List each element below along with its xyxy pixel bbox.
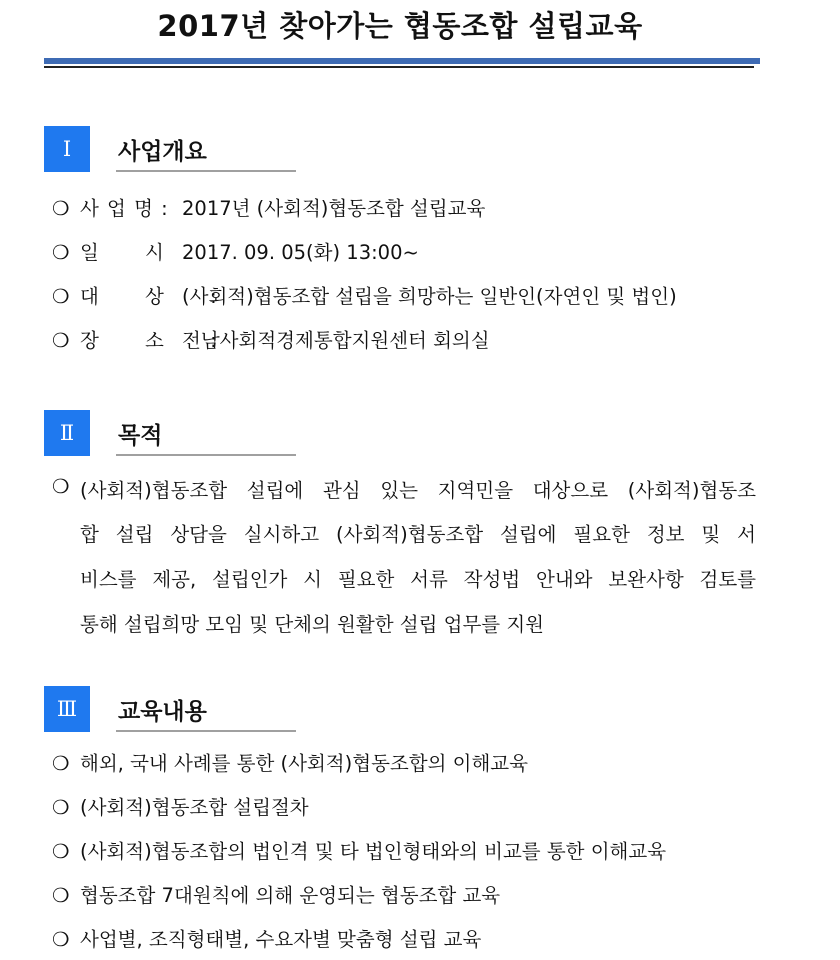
curriculum-item bbox=[52, 748, 528, 776]
circle-bullet-icon: ❍ bbox=[52, 928, 70, 951]
item-value: 전남사회적경제통합지원센터 회의실 bbox=[182, 329, 490, 352]
document-title: 2017년 찾아가는 협동조합 설립교육 bbox=[157, 9, 643, 43]
circle-bullet-icon: ❍ bbox=[52, 197, 70, 220]
section-underline bbox=[116, 730, 296, 732]
section-underline bbox=[116, 170, 296, 172]
circle-bullet-icon: ❍ bbox=[52, 796, 70, 819]
circle-bullet-icon: ❍ bbox=[52, 884, 70, 907]
overview-item-name bbox=[52, 193, 485, 221]
title-rule-blue bbox=[44, 58, 760, 64]
section-numeral-box: Ⅱ bbox=[44, 410, 90, 456]
curriculum-item bbox=[52, 924, 481, 952]
overview-item-place bbox=[52, 325, 490, 353]
circle-bullet-icon: ❍ bbox=[52, 241, 70, 264]
paragraph-line: 통해 설립희망 모임 및 단체의 원활한 설립 업무를 지원 bbox=[80, 613, 545, 636]
section-numeral-box: Ⅰ bbox=[44, 126, 90, 172]
item-value: (사회적)협동조합 설립을 희망하는 일반인(자연인 및 법인) bbox=[182, 285, 677, 308]
item-label: 장 소 : bbox=[80, 329, 217, 352]
curriculum-item bbox=[52, 792, 309, 820]
item-text: 해외, 국내 사례를 통한 (사회적)협동조합의 이해교육 bbox=[80, 752, 528, 775]
section-title: 사업개요 bbox=[118, 139, 207, 165]
item-text: (사회적)협동조합 설립절차 bbox=[80, 796, 309, 819]
item-value: 2017. 09. 05(화) 13:00~ bbox=[182, 241, 419, 264]
curriculum-item bbox=[52, 836, 666, 864]
section-underline bbox=[116, 454, 296, 456]
circle-bullet-icon: ❍ bbox=[52, 840, 70, 863]
overview-item-target bbox=[52, 281, 677, 309]
item-text: 협동조합 7대원칙에 의해 운영되는 협동조합 교육 bbox=[80, 884, 501, 907]
item-label: 일 시 : bbox=[80, 241, 217, 264]
paragraph-line: (사회적)협동조합 설립에 관심 있는 지역민을 대상으로 (사회적)협동조 bbox=[80, 479, 756, 502]
title-rule-black bbox=[44, 66, 754, 68]
item-text: (사회적)협동조합의 법인격 및 타 법인형태와의 비교를 통한 이해교육 bbox=[80, 840, 667, 863]
item-label: 대 상 : bbox=[80, 285, 217, 308]
item-label: 사 업 명 : bbox=[80, 197, 168, 220]
item-value: 2017년 (사회적)협동조합 설립교육 bbox=[182, 197, 486, 220]
circle-bullet-icon: ❍ bbox=[52, 752, 70, 775]
paragraph-line: 합 설립 상담을 실시하고 (사회적)협동조합 설립에 필요한 정보 및 서 bbox=[80, 523, 756, 546]
circle-bullet-icon: ❍ bbox=[52, 285, 70, 308]
section-title: 교육내용 bbox=[118, 699, 207, 725]
circle-bullet-icon: ❍ bbox=[52, 475, 70, 498]
curriculum-item bbox=[52, 880, 500, 908]
paragraph-line: 비스를 제공, 설립인가 시 필요한 서류 작성법 안내와 보완사항 검토를 bbox=[80, 568, 756, 591]
section-title: 목적 bbox=[118, 423, 163, 449]
item-text: 사업별, 조직형태별, 수요자별 맞춤형 설립 교육 bbox=[80, 928, 482, 951]
section-numeral-box: Ⅲ bbox=[44, 686, 90, 732]
overview-item-date bbox=[52, 237, 419, 265]
circle-bullet-icon: ❍ bbox=[52, 329, 70, 352]
